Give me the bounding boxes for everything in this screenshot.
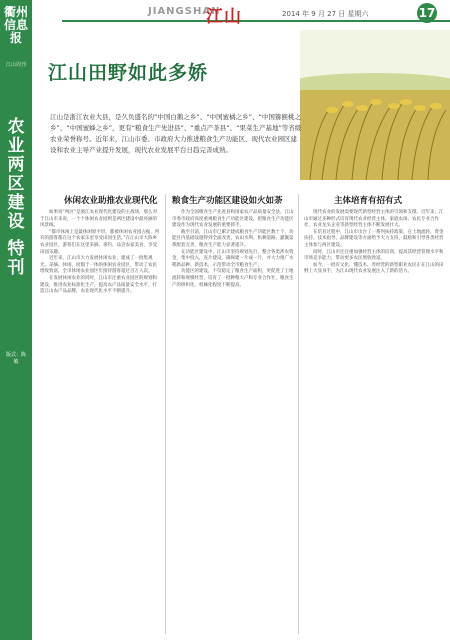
paper-name: 衢州信息报 — [3, 5, 28, 45]
page-number-badge: 17 — [417, 3, 437, 23]
paper-subtitle: 江山周刊 — [6, 62, 27, 68]
column-heading: 休闲农业助推农业现代化 — [64, 196, 158, 206]
special-issue-label: 特刊 — [7, 239, 25, 278]
rice-field-icon — [300, 30, 450, 180]
column-heading: 主体培育有招有式 — [334, 196, 403, 206]
column-heading: 粮食生产功能区建设如火如荼 — [172, 196, 283, 206]
section-english-name: JIANGSHAN — [148, 6, 221, 17]
paragraph: 如果说“两区”是浙江农业现代化建设的主战场，那么对于江山市来说，一个个休闲农业园则是两区建设中最亮丽的风景线。 — [40, 210, 158, 229]
paragraph: 近年来，江山市大力发展休闲农业，建成了一批集观光、采摘、休闲、度假于一体的休闲农业园区，带动了农民增收致富，全市休闲农业园区年接待游客超过百万人次。 — [40, 256, 157, 275]
paragraph: 作为全国粮食生产先进县和国家农产品质量安全县，江山市委市政府高度重视粮食生产功能区建设，把粮食生产功能区建设作为现代农业发展的重要抓手。 — [172, 210, 294, 229]
page-header — [0, 0, 450, 28]
lead-paragraph: 江山是浙江农业大县，是久负盛名的“中国白鹅之乡”、“中国蜜橘之乡”、“中国猕猴桃之乡”、“中国蜜蜂之乡”，更有“粮食生产先进县”、“重点产茶县”、“果菜生产基地”等省级农业荣誉称号。近年来，江山市委、市政府大力推进粮食生产功能区、现代农业园区建设和农业主导产业提升发展，现代农业发展平台日趋完善成熟。 — [50, 113, 302, 154]
article-column-grain-zone — [172, 194, 294, 289]
column-divider — [298, 194, 299, 634]
paragraph: 在培育过程中，江山市出台了一系列扶持政策，在土地流转、资金扶持、技术指导、品牌建设等方面给予大力支持，鼓励和引导各类经营主体参与两区建设。 — [304, 229, 444, 248]
editor-credit: 版式：陈敏 — [5, 352, 26, 365]
page-title: 江山田野如此多娇 — [48, 62, 209, 84]
left-section-band — [0, 0, 32, 640]
header-rule — [62, 20, 450, 22]
paragraph: 如今，一批有文化、懂技术、善经营的新型职业农民正在江山的田野上大显身手，为江山现代农业发展注入了新的活力。 — [304, 262, 444, 275]
column-divider — [165, 194, 166, 634]
paragraph: 截至目前，江山市已累计建成粮食生产功能区数十个，功能区内基础设施得到全面改善，农田水利、机耕道路、灌溉渠系配套完善，粮食生产能力显著提升。 — [172, 229, 294, 248]
article-column-leisure-agriculture — [40, 194, 160, 296]
issue-date: 2014 年 9 月 27 日 星期六 — [282, 10, 369, 18]
section-logo: 江山 — [206, 7, 242, 27]
article-column-entity-cultivation — [304, 194, 444, 276]
paragraph: 现代农业的发展需要现代新型经营主体的引领和支撑。近年来，江山市通过多种形式培育现代农业经营主体，家庭农场、农民专业合作社、农业龙头企业等新型经营主体不断发展壮大。 — [304, 210, 444, 229]
rice-field-photo — [300, 30, 450, 180]
paragraph: 在发展休闲农业的同时，江山市注重农业园区的规划和建设，推进农业标准化生产，提高农产品质量安全水平，打造江山农产品品牌，农业现代化水平不断提升。 — [40, 275, 157, 295]
paragraph: 在功能区建设中，江山市坚持规划先行，整合各类涉农资金，集中投入，连片建设，确保建一片成一片，并大力推广水稻新品种、新技术，示范带动全市粮食生产。 — [172, 249, 294, 268]
section-title: 农业两区建设 — [7, 117, 25, 232]
paragraph: 同时，江山市还注重加强经营主体的培训，提高其经营管理水平和市场竞争能力，带动更多农民增收致富。 — [304, 249, 444, 262]
paragraph: “都市休闲上是最休闲原平坦，都被休闲农业园占据，所有的游客都在这个农家乐里享受田园生活。”在江山市大陈乡农业园区，游客们在这里采摘、垂钓、品尝农家美食，享受田园乐趣。 — [40, 229, 160, 255]
paragraph: 功能区的建设，不仅稳定了粮食生产面积，更促进了土地流转和规模经营，培育了一批种粮大户和专业合作社，粮食生产的组织化、机械化程度不断提高。 — [172, 269, 294, 288]
